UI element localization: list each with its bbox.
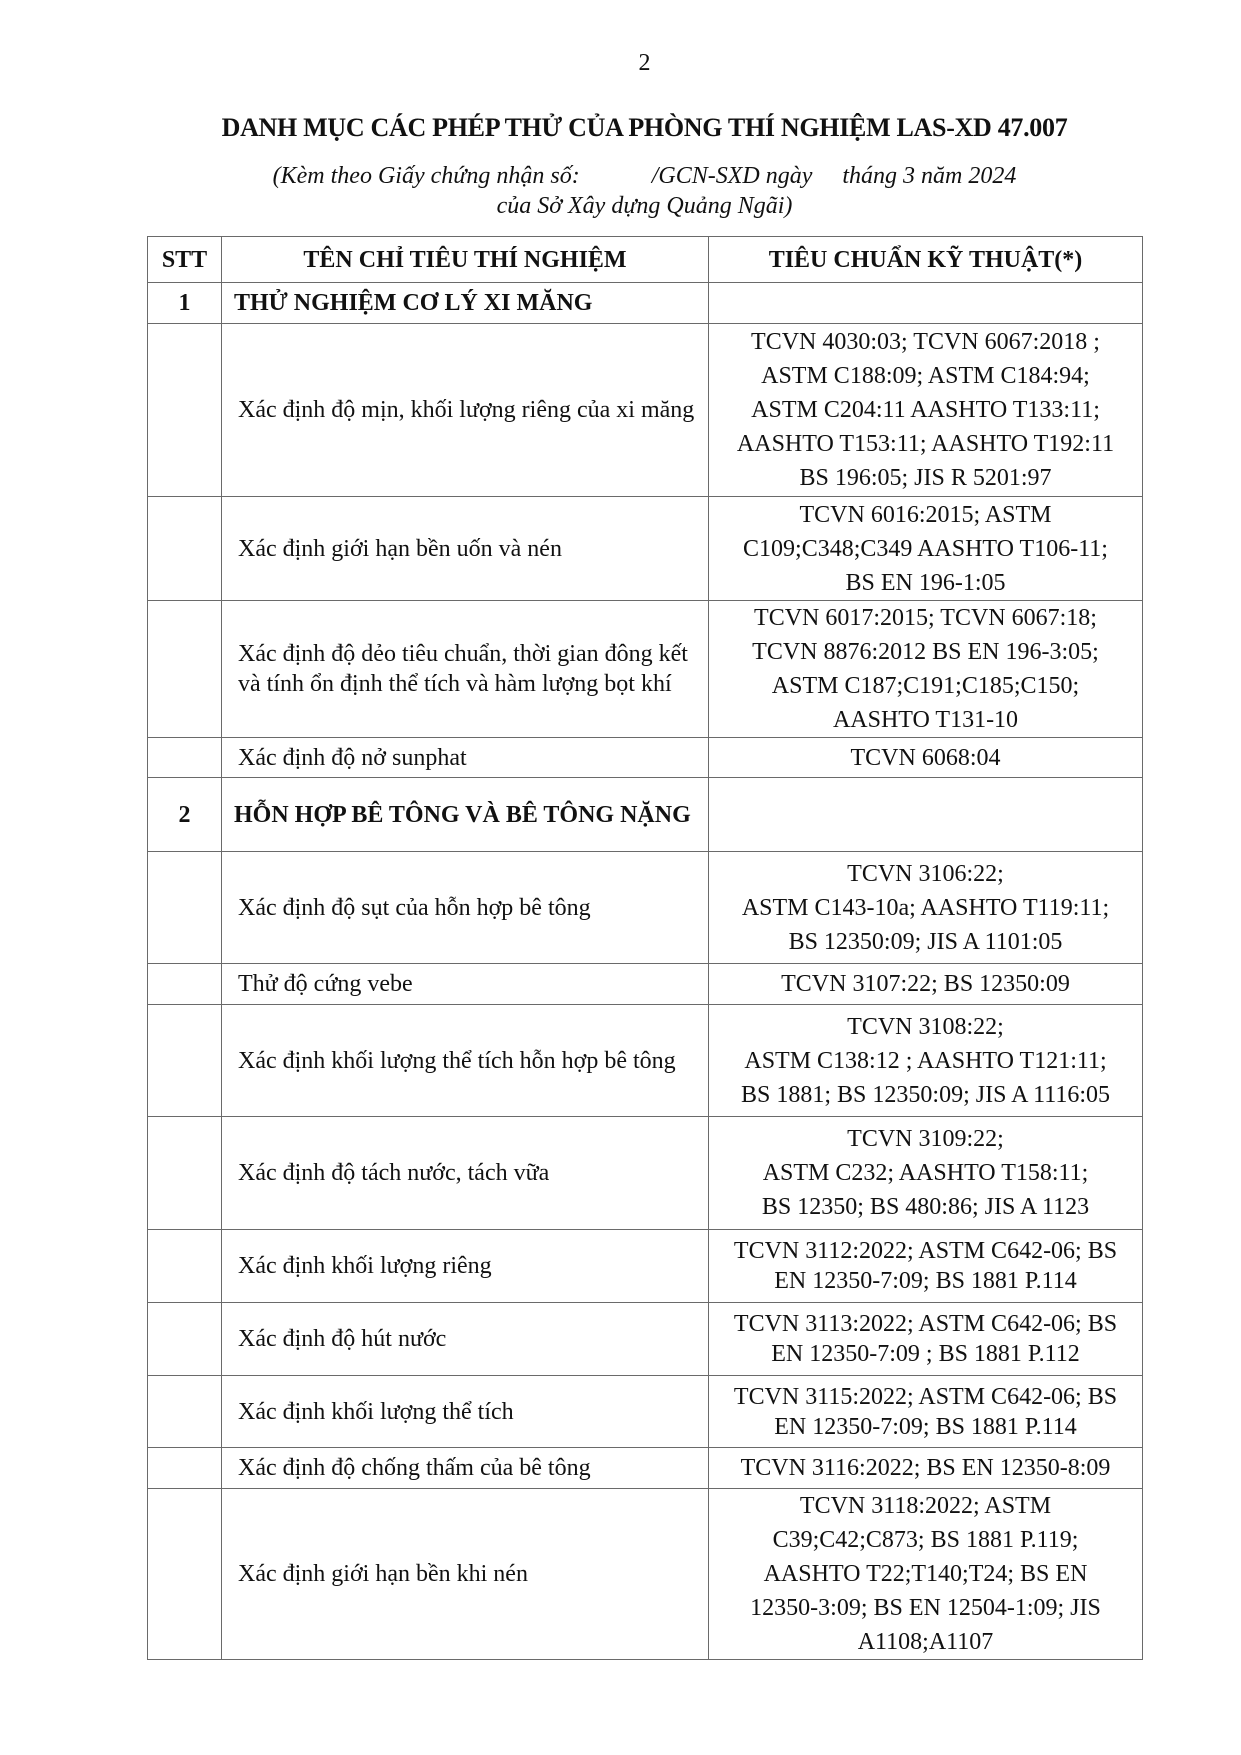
standard-line: BS EN 196-1:05 bbox=[845, 569, 1006, 596]
standard-line: TCVN 6068:04 bbox=[850, 744, 1001, 771]
test-name: Xác định độ nở sunphat bbox=[222, 738, 709, 778]
standard-line: BS 12350:09; JIS A 1101:05 bbox=[788, 928, 1063, 955]
standard-line: ASTM C204:11 AASHTO T133:11; bbox=[751, 397, 1100, 423]
table-row bbox=[148, 738, 1143, 778]
row-stt: 1 bbox=[148, 283, 222, 324]
standards-cell bbox=[709, 1489, 1143, 1660]
table-row bbox=[148, 324, 1143, 497]
standard-line: BS 1881; BS 12350:09; JIS A 1116:05 bbox=[741, 1081, 1110, 1108]
standard-line: TCVN 3109:22; bbox=[847, 1126, 1004, 1152]
test-name: Xác định độ hút nước bbox=[222, 1303, 709, 1376]
subtitle-line-1: (Kèm theo Giấy chứng nhận số: /GCN-SXD ngày tháng 3 năm 2024 bbox=[272, 163, 1017, 189]
standards-cell bbox=[709, 1448, 1143, 1489]
table-row bbox=[148, 1489, 1143, 1660]
standard-line: 12350-3:09; BS EN 12504-1:09; JIS bbox=[750, 1595, 1101, 1621]
standards-cell bbox=[709, 1303, 1143, 1376]
standard-line: AASHTO T22;T140;T24; BS EN bbox=[763, 1561, 1088, 1587]
standard-line: BS 196:05; JIS R 5201:97 bbox=[799, 465, 1052, 491]
standard-line: C109;C348;C349 AASHTO T106-11; bbox=[743, 535, 1108, 562]
header-standards: TIÊU CHUẨN KỸ THUẬT(*) bbox=[709, 237, 1143, 283]
standards-cell bbox=[709, 1376, 1143, 1448]
standard-line: TCVN 3112:2022; ASTM C642-06; BS bbox=[733, 1238, 1118, 1264]
standard-line: TCVN 3106:22; bbox=[847, 860, 1004, 887]
table-row bbox=[148, 1005, 1143, 1117]
standard-line: ASTM C138:12 ; AASHTO T121:11; bbox=[744, 1047, 1107, 1074]
standard-line: TCVN 3107:22; BS 12350:09 bbox=[781, 971, 1070, 997]
row-stt: 2 bbox=[148, 778, 222, 852]
page-number: 2 bbox=[638, 50, 651, 76]
test-name: Xác định khối lượng thể tích hỗn hợp bê tông bbox=[222, 1005, 709, 1117]
row-stt bbox=[148, 1005, 222, 1117]
table-row bbox=[148, 852, 1143, 964]
section-row bbox=[148, 778, 1143, 852]
standard-line: TCVN 6017:2015; TCVN 6067:18; bbox=[754, 605, 1097, 631]
standard-line: EN 12350-7:09 ; BS 1881 P.112 bbox=[771, 1341, 1080, 1367]
standard-line: ASTM C143-10a; AASHTO T119:11; bbox=[741, 894, 1110, 921]
standard-line: AASHTO T131-10 bbox=[832, 707, 1019, 733]
row-stt bbox=[148, 1230, 222, 1303]
standard-line: A1108;A1107 bbox=[857, 1629, 994, 1655]
row-stt bbox=[148, 738, 222, 778]
standard-line: TCVN 4030:03; TCVN 6067:2018 ; bbox=[751, 329, 1100, 355]
standards-cell bbox=[709, 497, 1143, 601]
standard-line: BS 12350; BS 480:86; JIS A 1123 bbox=[761, 1194, 1090, 1220]
row-stt bbox=[148, 852, 222, 964]
section-row bbox=[148, 283, 1143, 324]
standard-line: TCVN 3108:22; bbox=[847, 1013, 1004, 1040]
standards-cell bbox=[709, 283, 1143, 324]
table-row bbox=[148, 964, 1143, 1005]
test-name: Xác định độ sụt của hỗn hợp bê tông bbox=[222, 852, 709, 964]
table-row bbox=[148, 1376, 1143, 1448]
row-stt bbox=[148, 497, 222, 601]
table-header-row bbox=[148, 237, 1143, 283]
table-row bbox=[148, 1303, 1143, 1376]
test-name: Thử độ cứng vebe bbox=[222, 964, 709, 1005]
standards-cell bbox=[709, 1230, 1143, 1303]
header-stt: STT bbox=[148, 237, 222, 283]
section-title: THỬ NGHIỆM CƠ LÝ XI MĂNG bbox=[222, 283, 709, 324]
row-stt bbox=[148, 1303, 222, 1376]
standard-line: C39;C42;C873; BS 1881 P.119; bbox=[772, 1527, 1079, 1553]
standard-line: AASHTO T153:11; AASHTO T192:11 bbox=[736, 431, 1115, 457]
section-title: HỖN HỢP BÊ TÔNG VÀ BÊ TÔNG NẶNG bbox=[222, 778, 709, 852]
standard-line: TCVN 3116:2022; BS EN 12350-8:09 bbox=[740, 1455, 1111, 1481]
standard-line: ASTM C187;C191;C185;C150; bbox=[771, 673, 1080, 699]
standard-line: TCVN 8876:2012 BS EN 196-3:05; bbox=[752, 639, 1099, 665]
standards-cell bbox=[709, 852, 1143, 964]
test-name: Xác định giới hạn bền khi nén bbox=[222, 1489, 709, 1660]
standards-cell bbox=[709, 601, 1143, 738]
row-stt bbox=[148, 1489, 222, 1660]
row-stt bbox=[148, 1376, 222, 1448]
document-title: DANH MỤC CÁC PHÉP THỬ CỦA PHÒNG THÍ NGHIỆM LAS-XD 47.007 bbox=[221, 113, 1068, 142]
table-body bbox=[148, 283, 1143, 1660]
standard-line: TCVN 6016:2015; ASTM bbox=[799, 501, 1052, 528]
standard-line: TCVN 3113:2022; ASTM C642-06; BS bbox=[733, 1311, 1118, 1337]
standard-line: EN 12350-7:09; BS 1881 P.114 bbox=[774, 1268, 1077, 1294]
row-stt bbox=[148, 601, 222, 738]
table-row bbox=[148, 1117, 1143, 1230]
table-row bbox=[148, 497, 1143, 601]
standards-cell bbox=[709, 778, 1143, 852]
standards-cell bbox=[709, 324, 1143, 497]
table-row bbox=[148, 1230, 1143, 1303]
standard-line: ASTM C232; AASHTO T158:11; bbox=[762, 1160, 1089, 1186]
standard-line: TCVN 3118:2022; ASTM bbox=[799, 1493, 1052, 1519]
tests-table bbox=[147, 236, 1143, 1660]
standards-cell bbox=[709, 964, 1143, 1005]
row-stt bbox=[148, 1117, 222, 1230]
standard-line: TCVN 3115:2022; ASTM C642-06; BS bbox=[733, 1383, 1118, 1410]
row-stt bbox=[148, 964, 222, 1005]
table-row bbox=[148, 1448, 1143, 1489]
test-name: Xác định giới hạn bền uốn và nén bbox=[222, 497, 709, 601]
test-name: Xác định độ mịn, khối lượng riêng của xi măng bbox=[222, 324, 709, 497]
test-name: Xác định khối lượng riêng bbox=[222, 1230, 709, 1303]
standard-line: ASTM C188:09; ASTM C184:94; bbox=[761, 363, 1090, 389]
standards-cell bbox=[709, 1117, 1143, 1230]
standard-line: EN 12350-7:09; BS 1881 P.114 bbox=[774, 1413, 1077, 1440]
subtitle-line-2: của Sở Xây dựng Quảng Ngãi) bbox=[496, 193, 793, 219]
test-name: Xác định độ chống thấm của bê tông bbox=[222, 1448, 709, 1489]
table-row bbox=[148, 601, 1143, 738]
standards-cell bbox=[709, 1005, 1143, 1117]
standards-cell bbox=[709, 738, 1143, 778]
test-name: Xác định khối lượng thể tích bbox=[222, 1376, 709, 1448]
row-stt bbox=[148, 1448, 222, 1489]
test-name: Xác định độ dẻo tiêu chuẩn, thời gian đông kết và tính ổn định thể tích và hàm lượng bọt khí bbox=[222, 601, 709, 738]
test-name: Xác định độ tách nước, tách vữa bbox=[222, 1117, 709, 1230]
row-stt bbox=[148, 324, 222, 497]
header-test-name: TÊN CHỈ TIÊU THÍ NGHIỆM bbox=[222, 237, 709, 283]
